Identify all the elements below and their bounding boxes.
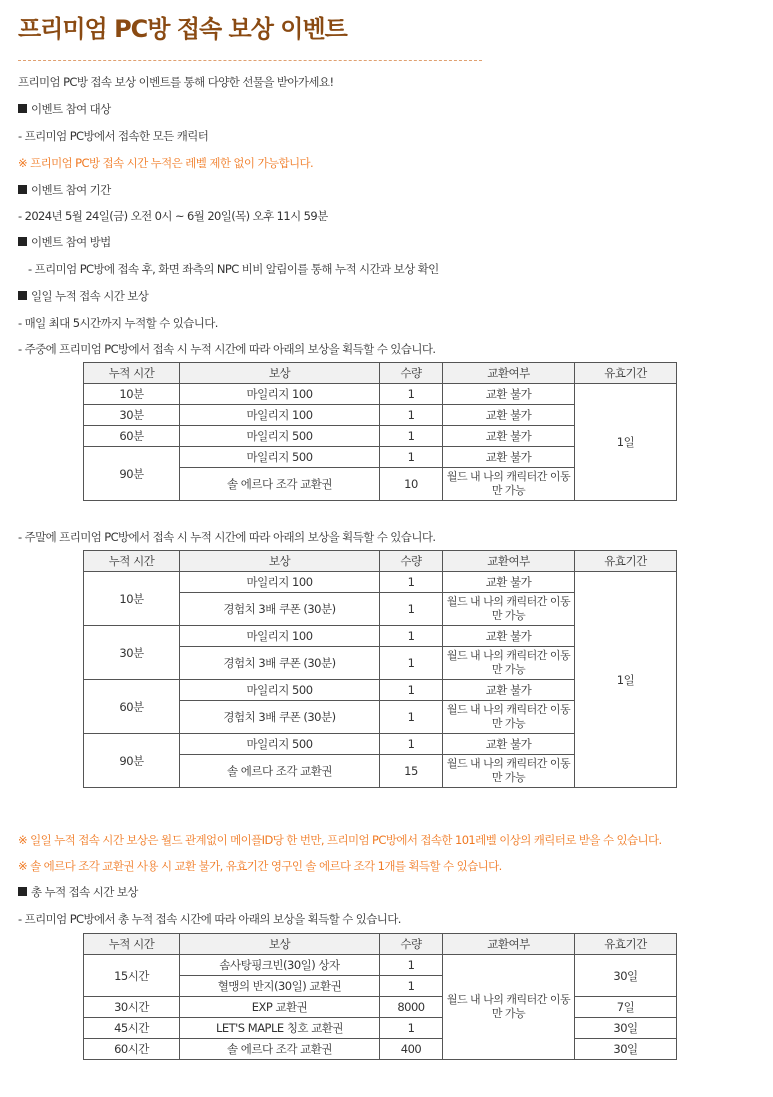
quantity-cell: 1 [380,426,443,447]
square-bullet-icon [18,237,27,246]
header-validity: 유효기간 [575,363,677,384]
exchange-cell: 교환 불가 [443,447,575,468]
exchange-cell: 월드 내 나의 캐릭터간 이동만 가능 [443,701,575,734]
exchange-cell: 월드 내 나의 캐릭터간 이동만 가능 [443,955,575,1060]
table-row [84,1018,677,1039]
exchange-cell: 월드 내 나의 캐릭터간 이동만 가능 [443,593,575,626]
quantity-cell: 1 [380,384,443,405]
time-cell: 30분 [84,626,180,680]
reward-cell: 솔 에르다 조각 교환권 [180,755,380,788]
target-heading: 이벤트 참여 대상 [18,101,111,117]
header-time: 누적 시간 [84,363,180,384]
weekday-reward-table [83,362,677,501]
validity-cell: 1일 [575,384,677,501]
reward-cell: 마일리지 500 [180,734,380,755]
page-title: 프리미엄 PC방 접속 보상 이벤트 [18,15,347,43]
time-cell: 90분 [84,734,180,788]
exchange-cell: 월드 내 나의 캐릭터간 이동만 가능 [443,647,575,680]
header-reward: 보상 [180,363,380,384]
exchange-cell: 교환 불가 [443,572,575,593]
reward-cell: 경험치 3배 쿠폰 (30분) [180,593,380,626]
time-cell: 90분 [84,447,180,501]
table-header-row [84,363,677,384]
header-reward: 보상 [180,934,380,955]
weekend-text: - 주말에 프리미엄 PC방에서 접속 시 누적 시간에 따라 아래의 보상을 획득할 수 있습니다. [18,530,436,544]
time-cell: 30분 [84,405,180,426]
reward-cell: 마일리지 100 [180,626,380,647]
reward-cell: 마일리지 100 [180,384,380,405]
table-row [84,572,677,593]
time-cell: 45시간 [84,1018,180,1039]
header-exchange: 교환여부 [443,551,575,572]
exchange-cell: 교환 불가 [443,384,575,405]
header-time: 누적 시간 [84,551,180,572]
square-bullet-icon [18,104,27,113]
time-cell: 60시간 [84,1039,180,1060]
daily-heading: 일일 누적 접속 시간 보상 [18,288,148,304]
reward-cell: 마일리지 500 [180,426,380,447]
daily-note-2: ※ 솔 에르다 조각 교환권 사용 시 교환 불가, 유효기간 영구인 솔 에르다 조각 1개를 획득할 수 있습니다. [18,859,502,873]
quantity-cell: 1 [380,572,443,593]
time-cell: 60분 [84,426,180,447]
table-row [84,997,677,1018]
period-text: - 2024년 5월 24일(금) 오전 0시 ~ 6월 20일(목) 오후 11시 59분 [18,209,328,223]
quantity-cell: 10 [380,468,443,501]
header-time: 누적 시간 [84,934,180,955]
time-cell: 10분 [84,572,180,626]
table-row [84,384,677,405]
daily-text-1: - 매일 최대 5시간까지 누적할 수 있습니다. [18,316,218,330]
quantity-cell: 1 [380,626,443,647]
validity-cell: 1일 [575,572,677,788]
header-quantity: 수량 [380,551,443,572]
method-heading: 이벤트 참여 방법 [18,234,111,250]
exchange-cell: 월드 내 나의 캐릭터간 이동만 가능 [443,755,575,788]
validity-cell: 30일 [575,1039,677,1060]
quantity-cell: 1 [380,405,443,426]
method-text: - 프리미엄 PC방에 접속 후, 화면 좌측의 NPC 비비 알림이를 통해 누적 시간과 보상 확인 [28,262,439,276]
header-quantity: 수량 [380,363,443,384]
validity-cell: 30일 [575,1018,677,1039]
quantity-cell: 1 [380,447,443,468]
header-quantity: 수량 [380,934,443,955]
header-exchange: 교환여부 [443,934,575,955]
exchange-cell: 교환 불가 [443,405,575,426]
quantity-cell: 400 [380,1039,443,1060]
exchange-cell: 교환 불가 [443,626,575,647]
validity-cell: 30일 [575,955,677,997]
quantity-cell: 1 [380,680,443,701]
target-note: ※ 프리미엄 PC방 접속 시간 누적은 레벨 제한 없이 가능합니다. [18,156,314,170]
reward-cell: LET'S MAPLE 칭호 교환권 [180,1018,380,1039]
reward-cell: 솔 에르다 조각 교환권 [180,468,380,501]
table-header-row [84,934,677,955]
daily-text-2: - 주중에 프리미엄 PC방에서 접속 시 누적 시간에 따라 아래의 보상을 획득할 수 있습니다. [18,342,436,356]
exchange-cell: 교환 불가 [443,680,575,701]
quantity-cell: 8000 [380,997,443,1018]
weekend-reward-table [83,550,677,788]
reward-cell: 마일리지 100 [180,405,380,426]
reward-cell: 혈맹의 반지(30일) 교환권 [180,976,380,997]
table-header-row [84,551,677,572]
table-row [84,955,677,976]
reward-cell: 마일리지 500 [180,447,380,468]
total-heading: 총 누적 접속 시간 보상 [18,884,138,900]
reward-cell: 마일리지 100 [180,572,380,593]
reward-cell: 솜사탕핑크빈(30일) 상자 [180,955,380,976]
header-validity: 유효기간 [575,551,677,572]
period-heading: 이벤트 참여 기간 [18,182,111,198]
time-cell: 15시간 [84,955,180,997]
square-bullet-icon [18,291,27,300]
reward-cell: EXP 교환권 [180,997,380,1018]
square-bullet-icon [18,185,27,194]
reward-cell: 경험치 3배 쿠폰 (30분) [180,647,380,680]
reward-cell: 경험치 3배 쿠폰 (30분) [180,701,380,734]
quantity-cell: 1 [380,1018,443,1039]
total-text: - 프리미엄 PC방에서 총 누적 접속 시간에 따라 아래의 보상을 획득할 수 있습니다. [18,912,401,926]
quantity-cell: 1 [380,734,443,755]
header-validity: 유효기간 [575,934,677,955]
quantity-cell: 1 [380,647,443,680]
header-exchange: 교환여부 [443,363,575,384]
exchange-cell: 교환 불가 [443,426,575,447]
total-reward-table [83,933,677,1060]
intro-text: 프리미엄 PC방 접속 보상 이벤트를 통해 다양한 선물을 받아가세요! [18,75,334,89]
reward-cell: 솔 에르다 조각 교환권 [180,1039,380,1060]
table-row [84,1039,677,1060]
quantity-cell: 1 [380,976,443,997]
reward-cell: 마일리지 500 [180,680,380,701]
quantity-cell: 15 [380,755,443,788]
time-cell: 60분 [84,680,180,734]
time-cell: 10분 [84,384,180,405]
quantity-cell: 1 [380,955,443,976]
header-reward: 보상 [180,551,380,572]
time-cell: 30시간 [84,997,180,1018]
exchange-cell: 월드 내 나의 캐릭터간 이동만 가능 [443,468,575,501]
title-divider [18,60,482,61]
square-bullet-icon [18,887,27,896]
validity-cell: 7일 [575,997,677,1018]
quantity-cell: 1 [380,593,443,626]
daily-note-1: ※ 일일 누적 접속 시간 보상은 월드 관계없이 메이플ID당 한 번만, 프리미엄 PC방에서 접속한 101레벨 이상의 캐릭터로 받을 수 있습니다. [18,833,662,847]
quantity-cell: 1 [380,701,443,734]
exchange-cell: 교환 불가 [443,734,575,755]
target-text: - 프리미엄 PC방에서 접속한 모든 캐릭터 [18,129,209,143]
